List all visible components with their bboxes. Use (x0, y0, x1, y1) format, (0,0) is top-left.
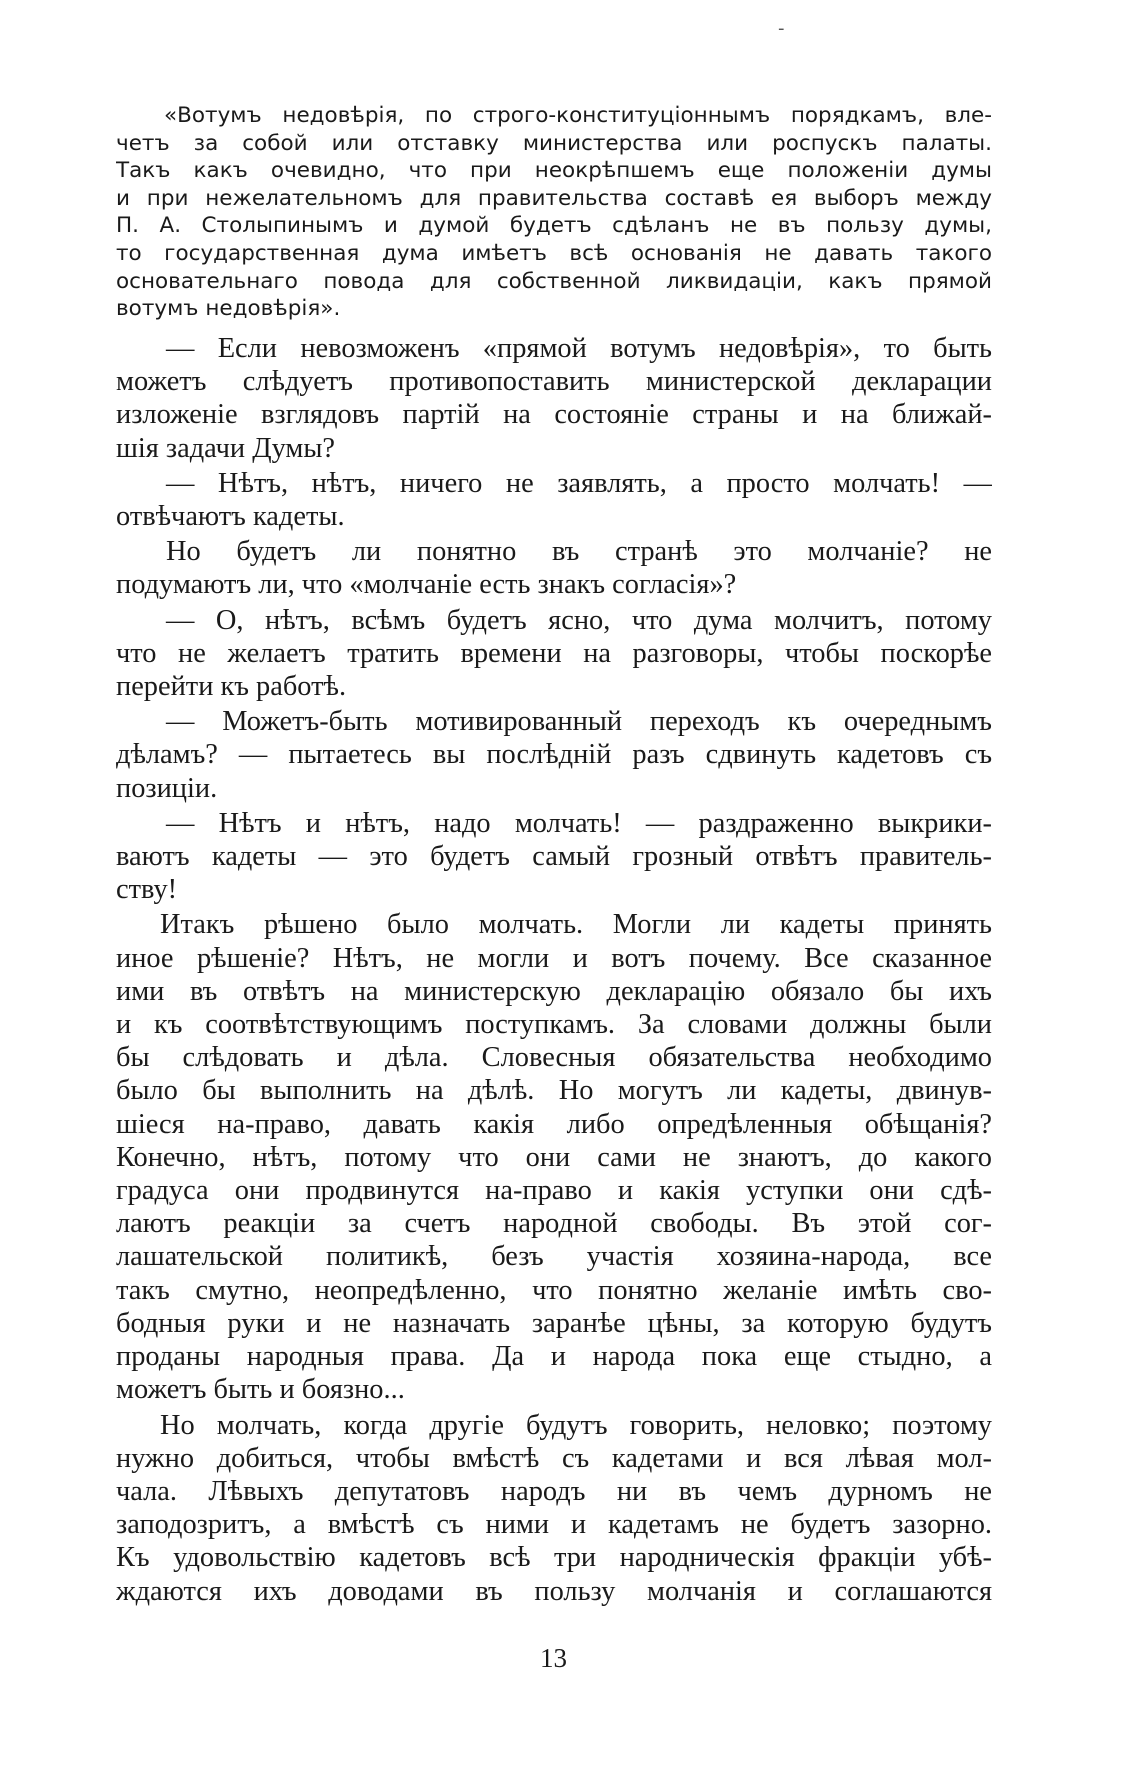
text-line: лашательской политикѣ, безъ участія хозяина-народа, все (116, 1241, 992, 1273)
text-line: бодныя руки и не назначать заранѣе цѣны, за которую будутъ (116, 1307, 992, 1339)
quote-line: Такъ какъ очевидно, что при неокрѣпшемъ еще положеніи думы (116, 158, 992, 184)
text-line: Но молчать, когда другіе будутъ говорить, неловко; поэтому (160, 1409, 992, 1441)
text-line: чала. Лѣвыхъ депутатовъ народъ ни въ чемъ дурномъ не (116, 1475, 992, 1507)
text-line: можетъ слѣдуетъ противопоставить министерской декларации (116, 366, 992, 398)
text-line: шія задачи Думы? (116, 432, 336, 464)
text-line: шіеся на-право, давать какія либо опредѣленныя обѣщанія? (116, 1108, 992, 1140)
page-number: 13 (540, 1643, 567, 1673)
paragraph (116, 908, 992, 1406)
text-line: — О, нѣтъ, всѣмъ будетъ ясно, что дума молчитъ, потому (166, 604, 992, 636)
quote-line: «Вотумъ недовѣрія, по строго-конституціоннымъ порядкамъ, вле- (164, 103, 992, 128)
text-line: — Нѣтъ, нѣтъ, ничего не заявлять, а просто молчать! — (166, 467, 992, 499)
paragraph (116, 807, 992, 907)
text-line: лаютъ реакціи за счетъ народной свободы. Въ этой сог- (116, 1208, 992, 1240)
text-line: можетъ быть и боязно... (116, 1374, 405, 1406)
text-line: такъ смутно, неопредѣленно, что понятно желаніе имѣть сво- (116, 1274, 992, 1306)
text-line: что не желаетъ тратить времени на разговоры, чтобы поскорѣе (116, 637, 992, 669)
text-line: ваютъ кадеты — это будетъ самый грозный отвѣтъ правитель- (116, 841, 992, 873)
main-text (116, 332, 992, 1608)
text-line: — Нѣтъ и нѣтъ, надо молчать! — раздраженно выкрики- (166, 807, 992, 839)
text-line: Но будетъ ли понятно въ странѣ это молчаніе? не (166, 536, 992, 568)
text-line: нужно добиться, чтобы вмѣстѣ съ кадетами и вся лѣвая мол- (116, 1442, 992, 1474)
quote-line: и при нежелательномъ для правительства составѣ ея выборъ между (116, 185, 992, 211)
text-line: ими въ отвѣтъ на министерскую декларацію обязало бы ихъ (116, 975, 992, 1007)
text-line: Къ удовольствію кадетовъ всѣ три народническія фракціи убѣ- (116, 1542, 992, 1574)
text-line: ждаются ихъ доводами въ пользу молчанія и соглашаются (116, 1575, 992, 1607)
paragraph (116, 705, 992, 805)
quote-line: П. А. Столыпинымъ и думой будетъ сдѣланъ не въ пользу думы, (116, 213, 992, 239)
quoted-passage (116, 102, 992, 323)
text-line: — Можетъ-быть мотивированный переходъ къ очереднымъ (166, 706, 992, 738)
paragraph (116, 604, 992, 704)
quote-line: четъ за собой или отставку министерства или роспускъ палаты. (116, 130, 992, 156)
text-line: градуса они продвинутся на-право и какія уступки они сдѣ- (116, 1175, 992, 1207)
quote-line: то государственная дума имѣетъ всѣ основанія не давать такого (116, 240, 992, 266)
text-line: дѣламъ? — пытаетесь вы послѣдній разъ сдвинуть кадетовъ съ (116, 739, 992, 771)
quote-line: вотумъ недовѣрія». (116, 296, 341, 322)
paragraph (116, 535, 992, 601)
text-line: отвѣчаютъ кадеты. (116, 501, 345, 533)
text-line: иное рѣшеніе? Нѣтъ, не могли и вотъ почему. Все сказанное (116, 942, 992, 974)
text-line: Итакъ рѣшено было молчать. Могли ли кадеты принять (160, 909, 992, 941)
text-line: изложеніе взглядовъ партій на состояніе страны и на ближай- (116, 399, 992, 431)
paragraph (116, 332, 992, 465)
quote-line: основательнаго повода для собственной ликвидаціи, какъ прямой (116, 268, 992, 294)
text-line: — Если невозможенъ «прямой вотумъ недовѣрія», то быть (166, 333, 992, 364)
text-line: было бы выполнить на дѣлѣ. Но могутъ ли кадеты, двинув- (116, 1075, 992, 1107)
text-line: заподозритъ, а вмѣстѣ съ ними и кадетамъ не будетъ зазорно. (116, 1509, 992, 1541)
text-line: позиціи. (116, 772, 218, 804)
text-line: Конечно, нѣтъ, потому что они сами не знаютъ, до какого (116, 1141, 992, 1173)
top-mark: - (778, 18, 785, 39)
text-line: ству! (116, 874, 178, 906)
paragraph (116, 1409, 992, 1608)
text-line: бы слѣдовать и дѣла. Словесныя обязательства необходимо (116, 1042, 992, 1074)
text-line: перейти къ работѣ. (116, 671, 347, 703)
text-line: и къ соотвѣтствующимъ поступкамъ. За словами должны были (116, 1009, 992, 1041)
text-line: проданы народныя права. Да и народа пока еще стыдно, а (116, 1341, 992, 1373)
paragraph (116, 467, 992, 533)
text-line: подумаютъ ли, что «молчаніе есть знакъ согласія»? (116, 569, 737, 601)
